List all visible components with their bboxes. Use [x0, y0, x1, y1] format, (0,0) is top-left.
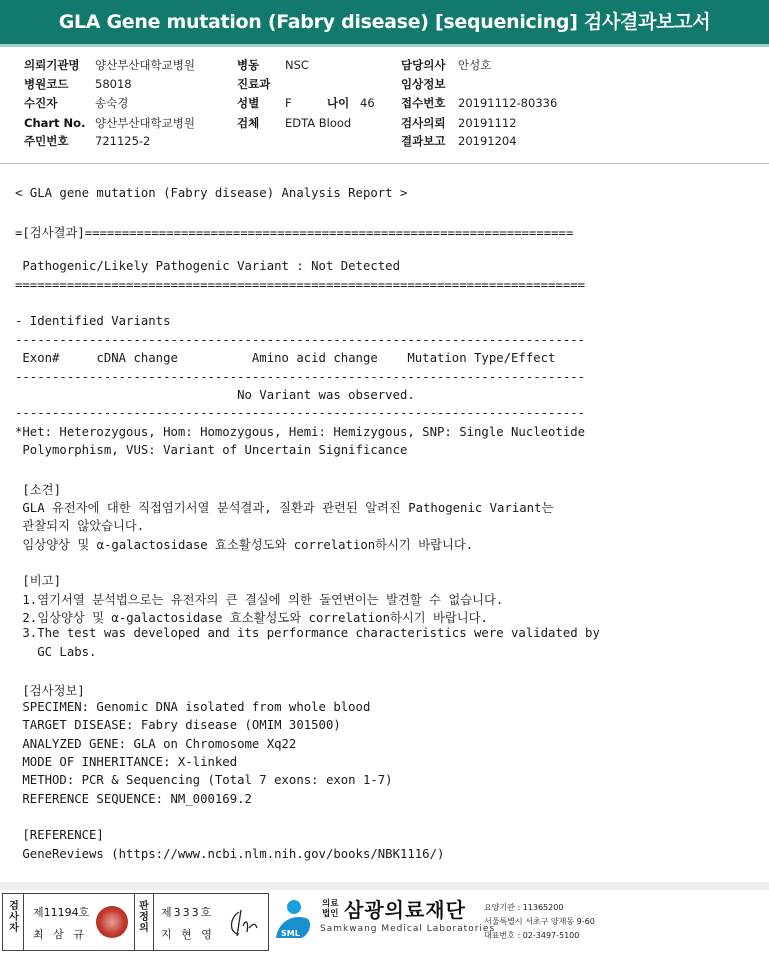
reviewer-signature-icon	[225, 906, 261, 940]
report-line: SPECIMEN: Genomic DNA isolated from whole blood	[15, 699, 371, 714]
tester-name: 최 삼 규	[33, 928, 87, 941]
specimen-label: 검체	[237, 116, 260, 130]
report-title: GLA Gene mutation (Fabry disease) [sequenicing] 검사결과보고서	[0, 0, 769, 44]
report-line: 관찰되지 않았습니다.	[15, 519, 145, 534]
tester-license: 제11194호	[33, 906, 90, 919]
report-line: 3.The test was developed and its performance characteristics were validated by	[15, 626, 600, 641]
request-value: 20191112	[458, 116, 517, 130]
doctor-value: 안성호	[458, 58, 492, 72]
rrn-value: 721125-2	[95, 134, 151, 148]
reviewer-divider	[153, 894, 154, 950]
report-line: *Het: Heterozygous, Hom: Homozygous, Hemi: Hemizygous, SNP: Single Nucleotide	[15, 424, 586, 439]
org-english-name: Samkwang Medical Laboratories	[320, 924, 496, 934]
tester-divider	[23, 894, 24, 950]
report-line: METHOD: PCR & Sequencing (Total 7 exons: exon 1-7)	[15, 773, 393, 788]
reviewer-name: 지 현 영	[161, 928, 215, 941]
header-separator	[0, 163, 769, 164]
reviewer-license: 제333호	[161, 906, 214, 919]
report-line: No Variant was observed.	[15, 387, 415, 402]
report-line: [REFERENCE]	[15, 828, 104, 843]
code-value: 58018	[95, 77, 132, 91]
report-line: - Identified Variants	[15, 314, 171, 329]
report-line: -----------------------------------------------------------------------------	[15, 332, 586, 347]
report-line: TARGET DISEASE: Fabry disease (OMIM 301500)	[15, 718, 341, 733]
code-label: 병원코드	[24, 77, 69, 91]
org-address: 서울특별시 서초구 양재동 9-60	[484, 917, 595, 926]
institution-value: 양산부산대학교병원	[95, 58, 195, 72]
chart-label: Chart No.	[24, 116, 86, 130]
specimen-value: EDTA Blood	[285, 116, 352, 130]
report-line: REFERENCE SEQUENCE: NM_000169.2	[15, 791, 252, 806]
reviewer-left-divider	[134, 894, 135, 950]
tester-label: 검사자	[9, 901, 19, 934]
footer-band	[0, 882, 769, 890]
rrn-label: 주민번호	[24, 134, 69, 148]
request-label: 검사의뢰	[401, 116, 446, 130]
report-line: =[검사결과]==================================================================	[15, 225, 574, 240]
report-line: -----------------------------------------------------------------------------	[15, 406, 586, 421]
ward-label: 병동	[237, 58, 260, 72]
age-label: 나이	[327, 96, 350, 110]
report-line: GLA 유전자에 대한 직접염기서열 분석결과, 질환과 관련된 알려진 Pathogenic Variant는	[15, 500, 554, 515]
age-value: 46	[360, 96, 375, 110]
report-line: [소견]	[15, 482, 61, 497]
dept-label: 진료과	[237, 77, 271, 91]
report-line: 1.염기서열 분석법으로는 유전자의 큰 결실에 의한 돌연변이는 발견할 수 없습니다.	[15, 592, 504, 607]
report-date-label: 결과보고	[401, 134, 446, 148]
org-prefix: 의료법인	[322, 899, 339, 919]
report-line: [비고]	[15, 574, 61, 589]
report-line: < GLA gene mutation (Fabry disease) Analysis Report >	[15, 186, 408, 200]
chart-value: 양산부산대학교병원	[95, 116, 195, 130]
doctor-label: 담당의사	[401, 58, 446, 72]
report-line: GC Labs.	[15, 644, 97, 659]
reviewer-label: 판정의	[139, 901, 149, 934]
signature-box	[2, 893, 269, 951]
report-line: 2.임상양상 및 α-galactosidase 효소활성도와 correlation하시기 바랍니다.	[15, 611, 488, 626]
recipient-label: 수진자	[24, 96, 58, 110]
sml-logo-text: SML	[281, 929, 300, 938]
report-line: =============================================================================	[15, 277, 586, 292]
clinical-label: 임상정보	[401, 77, 446, 91]
sex-label: 성별	[237, 96, 260, 110]
report-line: Pathogenic/Likely Pathogenic Variant : Not Detected	[15, 259, 400, 274]
sex-value: F	[285, 96, 292, 110]
report-line: [검사정보]	[15, 684, 85, 699]
institution-label: 의뢰기관명	[24, 58, 80, 72]
tester-seal-icon	[96, 906, 128, 938]
report-line: ANALYZED GENE: GLA on Chromosome Xq22	[15, 736, 297, 751]
org-phone: 대표번호 : 02-3497-5100	[484, 931, 580, 940]
report-date-value: 20191204	[458, 134, 517, 148]
report-line: Exon# cDNA change Amino acid change Mutation Type/Effect	[15, 351, 556, 366]
accession-label: 접수번호	[401, 96, 446, 110]
report-line: -----------------------------------------------------------------------------	[15, 369, 586, 384]
ward-value: NSC	[285, 58, 309, 72]
sml-logo-icon	[272, 898, 316, 944]
report-line: 임상양상 및 α-galactosidase 효소활성도와 correlation하시기 바랍니다.	[15, 537, 474, 552]
title-underline	[0, 44, 769, 47]
accession-value: 20191112-80336	[458, 96, 558, 110]
recipient-value: 송숙경	[95, 96, 129, 110]
org-code: 요양기관 : 11365200	[484, 903, 564, 912]
report-line: Polymorphism, VUS: Variant of Uncertain Significance	[15, 442, 408, 457]
report-line: MODE OF INHERITANCE: X-linked	[15, 754, 238, 769]
org-name: 삼광의료재단	[344, 898, 466, 922]
report-line: GeneReviews (https://www.ncbi.nlm.nih.gov/books/NBK1116/)	[15, 846, 445, 861]
